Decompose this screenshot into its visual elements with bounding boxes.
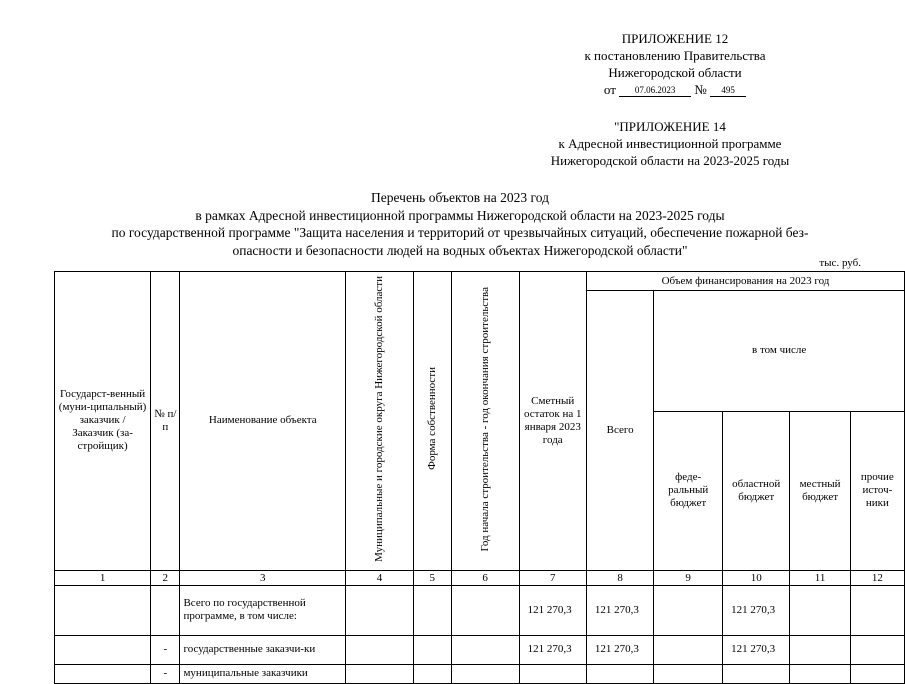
cell-regional: 121 270,3: [723, 635, 790, 664]
header-funding: Объем финансирования на 2023 год: [586, 272, 904, 291]
header-ownership: Форма собственности: [414, 272, 452, 571]
cell-num: -: [151, 635, 180, 664]
col-number: 1: [55, 570, 151, 585]
appendix-12-title: ПРИЛОЖЕНИЕ 12: [621, 31, 729, 46]
col-number: 7: [519, 570, 586, 585]
header-municipality: Муниципальные и городские округа Нижегородской области: [346, 272, 414, 571]
cell-local: [790, 585, 850, 635]
appendix-14-line3: Нижегородской области на 2023-2025 годы: [550, 153, 790, 168]
table-row: [55, 585, 905, 635]
cell-other: [850, 585, 904, 635]
cell-regional: [723, 664, 790, 683]
title-line-4: опасности и безопасности людей на водных объектах Нижегородской области": [232, 242, 688, 258]
decree-date: 07.06.2023: [619, 84, 691, 97]
decree-number: 495: [710, 84, 746, 97]
header-total: Всего: [586, 291, 653, 571]
appendix-14-header: [515, 118, 825, 169]
header-including: в том числе: [654, 291, 905, 412]
cell-federal: [654, 585, 723, 635]
cell-ownership: [414, 664, 452, 683]
cell-municipality: [346, 585, 414, 635]
title-line-1: Перечень объектов на 2023 год: [371, 190, 549, 205]
units-label: тыс. руб.: [819, 257, 861, 269]
col-number: 2: [151, 570, 180, 585]
cell-municipality: [346, 664, 414, 683]
appendix-12-line2: к постановлению Правительства: [584, 48, 766, 63]
cell-customer: [55, 585, 151, 635]
col-number: 9: [654, 570, 723, 585]
col-number: 4: [346, 570, 414, 585]
header-local: местный бюджет: [790, 411, 850, 570]
cell-total: [586, 664, 653, 683]
header-balance: Сметный остаток на 1 января 2023 года: [519, 272, 586, 571]
cell-object-name: муниципальные заказчики: [180, 664, 346, 683]
header-num: № п/п: [151, 272, 180, 571]
cell-total: 121 270,3: [586, 635, 653, 664]
cell-years: [451, 664, 519, 683]
cell-object-name: Всего по государственной программе, в том числе:: [180, 585, 346, 635]
col-number: 6: [451, 570, 519, 585]
cell-other: [850, 664, 904, 683]
header-years: Год начала строительства - год окончания строительства: [451, 272, 519, 571]
header-federal: феде-ральный бюджет: [654, 411, 723, 570]
cell-regional: 121 270,3: [723, 585, 790, 635]
cell-object-name: государственные заказчи-ки: [180, 635, 346, 664]
title-line-2: в рамках Адресной инвестиционной программы Нижегородской области на 2023-2025 годы: [195, 207, 725, 223]
cell-num: [151, 585, 180, 635]
cell-customer: [55, 664, 151, 683]
document-title: [55, 189, 865, 259]
number-label: №: [694, 82, 707, 97]
col-number: 8: [586, 570, 653, 585]
cell-ownership: [414, 585, 452, 635]
column-numbers-row: [55, 570, 905, 585]
appendix-12-header: [560, 30, 790, 98]
cell-federal: [654, 664, 723, 683]
col-number: 3: [180, 570, 346, 585]
appendix-14-line2: к Адресной инвестиционной программе: [558, 136, 782, 151]
cell-years: [451, 585, 519, 635]
cell-total: 121 270,3: [586, 585, 653, 635]
from-label: от: [603, 82, 616, 97]
header-object-name: Наименование объекта: [180, 272, 346, 571]
header-customer: Государст-венный (муни-ципальный) заказчик / Заказчик (за-стройщик): [55, 272, 151, 571]
objects-table: [54, 271, 905, 684]
appendix-12-line3: Нижегородской области: [608, 65, 742, 80]
cell-balance: 121 270,3: [519, 585, 586, 635]
cell-num: -: [151, 664, 180, 683]
appendix-14-title: "ПРИЛОЖЕНИЕ 14: [614, 119, 726, 134]
appendix-12-date-line: [560, 81, 790, 98]
cell-local: [790, 664, 850, 683]
title-line-3: по государственной программе "Защита населения и территорий от чрезвычайных ситуаций, обеспечение пожарной без-: [111, 225, 809, 240]
col-number: 12: [850, 570, 904, 585]
header-regional: областной бюджет: [723, 411, 790, 570]
col-number: 10: [723, 570, 790, 585]
cell-balance: 121 270,3: [519, 635, 586, 664]
table-row: [55, 664, 905, 683]
col-number: 11: [790, 570, 850, 585]
cell-balance: [519, 664, 586, 683]
col-number: 5: [414, 570, 452, 585]
header-other: прочие источ-ники: [850, 411, 904, 570]
